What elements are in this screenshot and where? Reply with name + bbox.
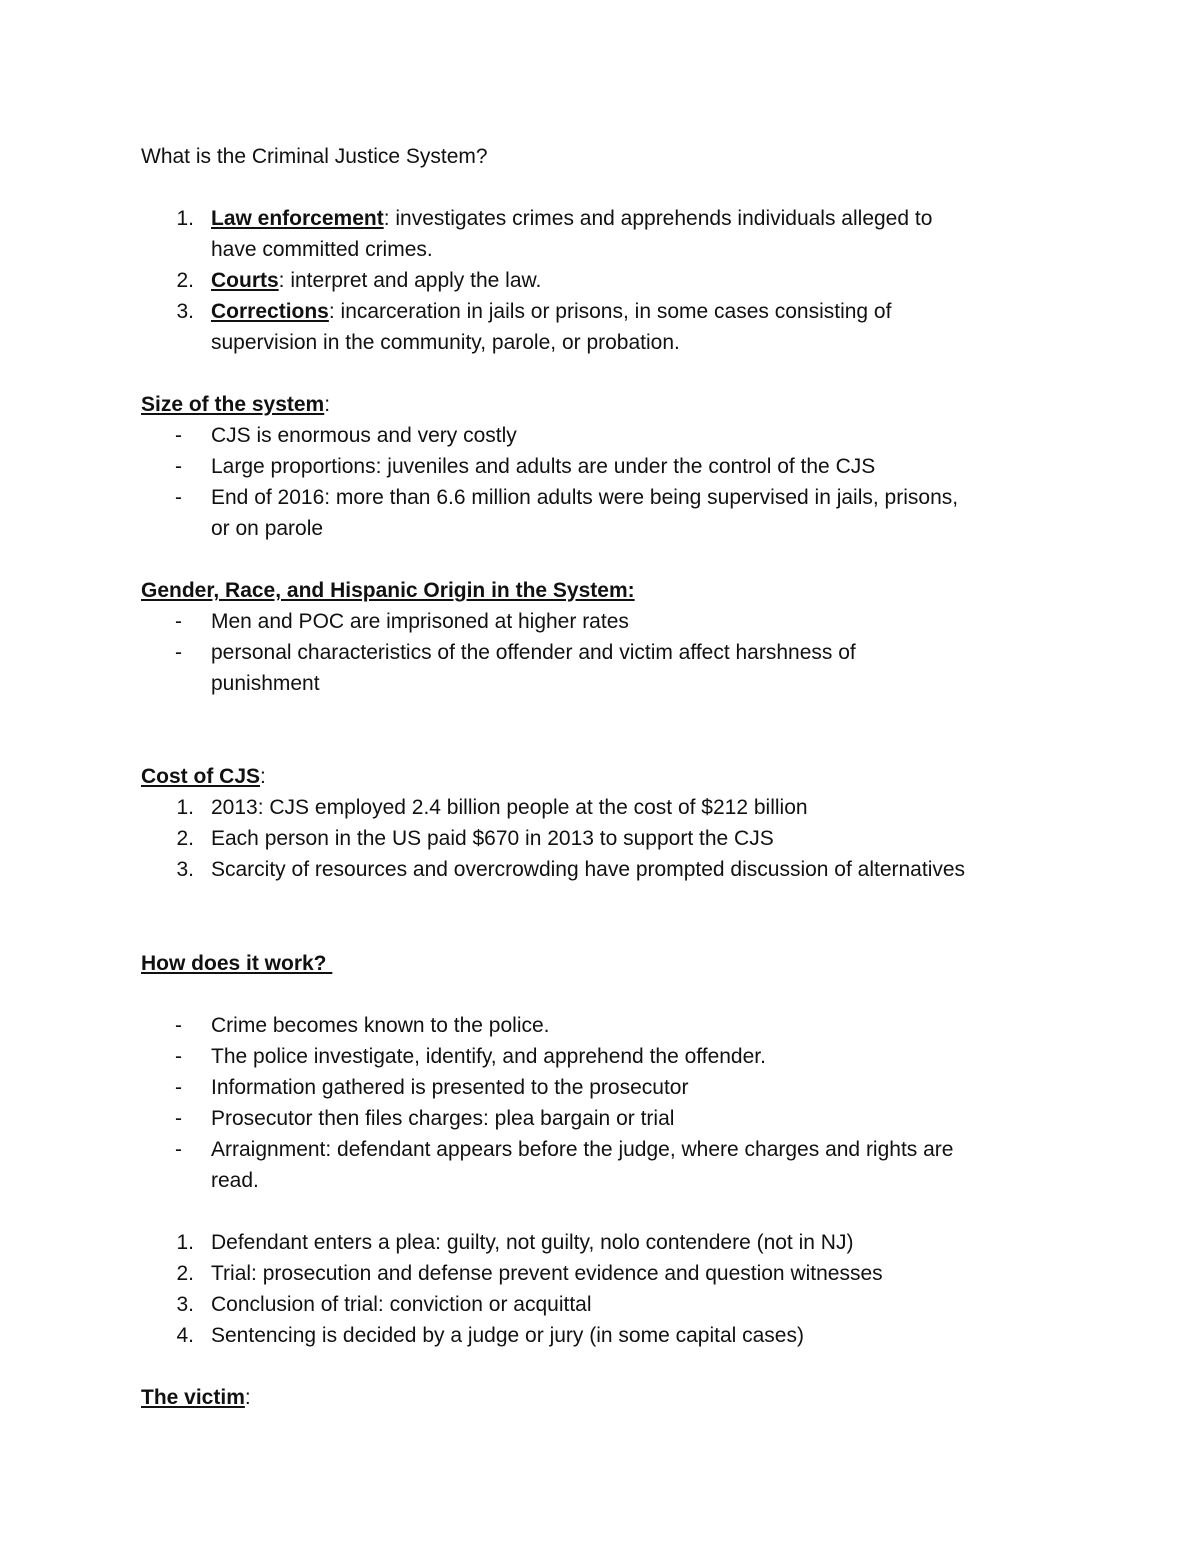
bullet-item: Men and POC are imprisoned at higher rates bbox=[211, 610, 629, 633]
section-heading-victim bbox=[141, 1382, 251, 1413]
bullet-dash: - bbox=[175, 424, 182, 447]
bullet-dash: - bbox=[175, 610, 182, 633]
bullet-item: Prosecutor then files charges: plea bargain or trial bbox=[211, 1107, 675, 1130]
section-heading-how: How does it work? bbox=[141, 952, 333, 975]
list-item: Defendant enters a plea: guilty, not guilty, nolo contendere (not in NJ) bbox=[211, 1231, 854, 1254]
heading-suffix: : bbox=[244, 1386, 251, 1409]
list-number: 1. bbox=[176, 1231, 194, 1254]
bullet-dash: - bbox=[175, 1076, 182, 1099]
list-number: 3. bbox=[176, 1293, 194, 1316]
section-heading-gender: Gender, Race, and Hispanic Origin in the System: bbox=[141, 579, 635, 602]
list-item-continuation: supervision in the community, parole, or probation. bbox=[211, 331, 680, 354]
term-corrections: Corrections bbox=[211, 300, 329, 323]
list-number: 3. bbox=[176, 300, 194, 323]
bullet-item-continuation: punishment bbox=[211, 672, 320, 695]
list-number: 2. bbox=[176, 269, 194, 292]
list-item: Trial: prosecution and defense prevent evidence and question witnesses bbox=[211, 1262, 883, 1285]
bullet-item: End of 2016: more than 6.6 million adults were being supervised in jails, prisons, bbox=[211, 486, 959, 509]
heading-text: The victim bbox=[141, 1386, 245, 1409]
list-number: 1. bbox=[176, 207, 194, 230]
list-item bbox=[211, 203, 932, 234]
list-item: 2013: CJS employed 2.4 billion people at the cost of $212 billion bbox=[211, 796, 808, 819]
bullet-item: Crime becomes known to the police. bbox=[211, 1014, 550, 1037]
list-item-continuation: have committed crimes. bbox=[211, 238, 433, 261]
bullet-item: Large proportions: juveniles and adults are under the control of the CJS bbox=[211, 455, 876, 478]
term-courts: Courts bbox=[211, 269, 279, 292]
document-title: What is the Criminal Justice System? bbox=[141, 145, 488, 168]
section-heading-cost bbox=[141, 761, 266, 792]
list-item: Sentencing is decided by a judge or jury (in some capital cases) bbox=[211, 1324, 804, 1347]
bullet-item: CJS is enormous and very costly bbox=[211, 424, 517, 447]
bullet-dash: - bbox=[175, 455, 182, 478]
heading-text: Size of the system bbox=[141, 393, 325, 416]
list-item: Scarcity of resources and overcrowding have prompted discussion of alternatives bbox=[211, 858, 966, 881]
bullet-dash: - bbox=[175, 1138, 182, 1161]
list-number: 2. bbox=[176, 827, 194, 850]
list-number: 2. bbox=[176, 1262, 194, 1285]
list-number: 1. bbox=[176, 796, 194, 819]
heading-text: Cost of CJS bbox=[141, 765, 261, 788]
bullet-item: Information gathered is presented to the prosecutor bbox=[211, 1076, 689, 1099]
list-number: 3. bbox=[176, 858, 194, 881]
list-item-text: : investigates crimes and apprehends individuals alleged to bbox=[383, 207, 933, 230]
heading-suffix: : bbox=[324, 393, 331, 416]
bullet-item: Arraignment: defendant appears before the judge, where charges and rights are bbox=[211, 1138, 954, 1161]
list-item bbox=[211, 296, 891, 327]
bullet-dash: - bbox=[175, 1045, 182, 1068]
list-item: Conclusion of trial: conviction or acquittal bbox=[211, 1293, 592, 1316]
bullet-item: The police investigate, identify, and apprehend the offender. bbox=[211, 1045, 766, 1068]
bullet-item: personal characteristics of the offender and victim affect harshness of bbox=[211, 641, 856, 664]
list-item: Each person in the US paid $670 in 2013 to support the CJS bbox=[211, 827, 774, 850]
bullet-dash: - bbox=[175, 1014, 182, 1037]
section-heading-size bbox=[141, 389, 330, 420]
list-item-text: : incarceration in jails or prisons, in some cases consisting of bbox=[328, 300, 892, 323]
list-number: 4. bbox=[176, 1324, 194, 1347]
term-law-enforcement: Law enforcement bbox=[211, 207, 384, 230]
bullet-item-continuation: read. bbox=[211, 1169, 259, 1192]
list-item bbox=[211, 265, 541, 296]
list-item-text: : interpret and apply the law. bbox=[278, 269, 542, 292]
bullet-dash: - bbox=[175, 641, 182, 664]
bullet-dash: - bbox=[175, 1107, 182, 1130]
heading-suffix: : bbox=[260, 765, 266, 788]
bullet-dash: - bbox=[175, 486, 182, 509]
bullet-item-continuation: or on parole bbox=[211, 517, 324, 540]
